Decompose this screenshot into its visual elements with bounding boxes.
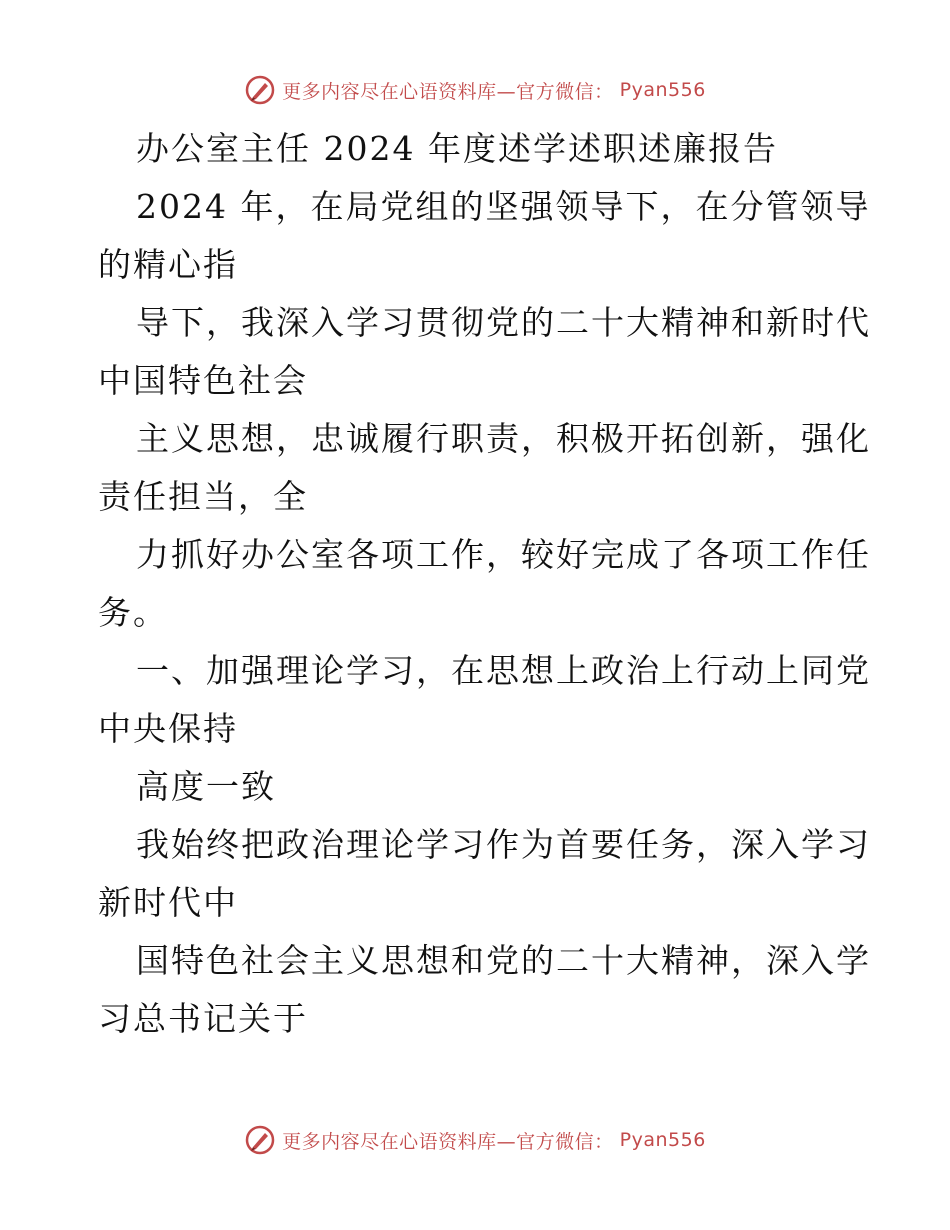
text-line: 责任担当，全 — [98, 477, 308, 516]
text-line: 国特色社会主义思想和党的二十大精神，深入学 — [136, 941, 871, 980]
text-line: 中央保持 — [98, 709, 238, 748]
text-line: 习总书记关于 — [98, 999, 308, 1038]
watermark-header — [0, 70, 950, 110]
text-line: 的精心指 — [98, 245, 238, 284]
pen-in-circle-icon — [244, 74, 276, 106]
watermark-text: 更多内容尽在心语资料库—官方微信： — [282, 80, 614, 103]
text-line: 导下，我深入学习贯彻党的二十大精神和新时代 — [136, 303, 871, 342]
text-line: 办公室主任 2024 年度述学述职述廉报告 — [136, 129, 778, 168]
text-line: 高度一致 — [136, 767, 276, 806]
watermark-footer — [0, 1120, 950, 1160]
watermark-contact: Pyan556 — [619, 79, 706, 101]
text-line: 力抓好办公室各项工作，较好完成了各项工作任 — [136, 535, 871, 574]
document-body — [98, 120, 871, 1048]
pen-in-circle-icon — [244, 1124, 276, 1156]
text-line: 2024 年，在局党组的坚强领导下，在分管领导 — [136, 187, 871, 226]
watermark-text: 更多内容尽在心语资料库—官方微信： — [282, 1130, 614, 1153]
text-line: 务。 — [98, 593, 168, 632]
text-line: 主义思想，忠诚履行职责，积极开拓创新，强化 — [136, 419, 871, 458]
text-line: 新时代中 — [98, 883, 238, 922]
text-line: 我始终把政治理论学习作为首要任务，深入学习 — [136, 825, 871, 864]
text-line: 中国特色社会 — [98, 361, 308, 400]
watermark-contact: Pyan556 — [619, 1129, 706, 1151]
text-line: 一、加强理论学习，在思想上政治上行动上同党 — [136, 651, 871, 690]
